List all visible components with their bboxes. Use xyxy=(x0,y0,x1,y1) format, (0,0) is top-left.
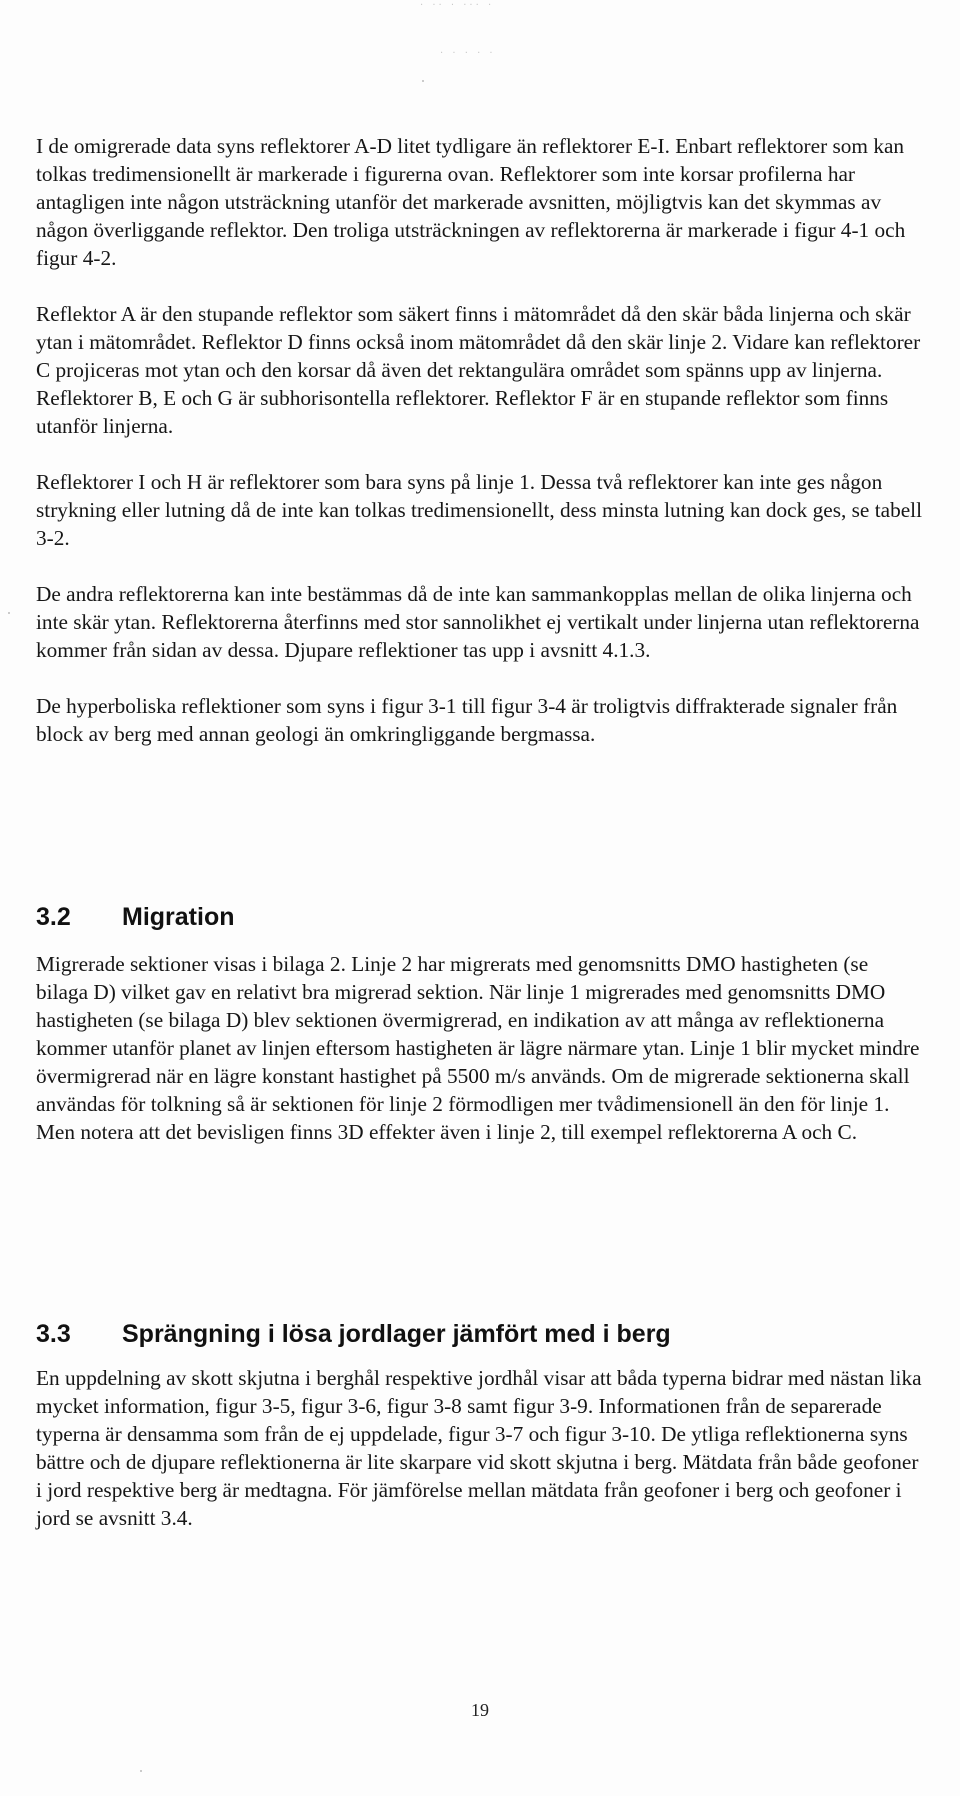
section-heading-migration xyxy=(36,903,235,932)
paragraph: En uppdelning av skott skjutna i berghål respektive jordhål visar att båda typerna bidrar med nästan lika mycket information, figur 3-5, figur 3-6, figur 3-8 samt figur 3-9. Informationen från de separerade typerna är densamma som från de ej uppdelade, figur 3-7 och figur 3-10. De ytliga reflektionerna syns bättre och de djupare reflektionerna är lite skarpare vid skott skjutna i berg. Mätdata från både geofoner i jord respektive berg är medtagna. För jämförelse mellan mätdata från geofoner i berg och geofoner i jord se avsnitt 3.4. xyxy=(36,1366,922,1530)
intro-text-block xyxy=(36,132,924,776)
scan-dot xyxy=(140,1770,142,1772)
scan-artifact-mid: · · · · · xyxy=(440,48,496,59)
blasting-text-block xyxy=(36,1364,924,1560)
scan-artifact-top: · ·· · ··· · xyxy=(420,0,495,11)
page-number: 19 xyxy=(471,1700,489,1720)
section-number: 3.3 xyxy=(36,1320,71,1348)
section-title: Migration xyxy=(122,903,235,931)
paragraph: De andra reflektorerna kan inte bestämmas då de inte kan sammankopplas mellan de olika linjerna och inte skär ytan. Reflektorerna återfinns med stor sannolikhet ej vertikalt under linjerna utan reflektorerna kommer från sidan av dessa. Djupare reflektioner tas upp i avsnitt 4.1.3. xyxy=(36,582,920,662)
paragraph: Reflektorer I och H är reflektorer som bara syns på linje 1. Dessa två reflektorer kan inte ges någon strykning eller lutning då de inte kan tolkas tredimensionellt, dess minsta lutning kan dock ges, se tabell 3-2. xyxy=(36,470,923,550)
scan-dot xyxy=(422,80,424,82)
paragraph: De hyperboliska reflektioner som syns i figur 3-1 till figur 3-4 är troligtvis diffrakterade signaler från block av berg med annan geologi än omkringliggande bergmassa. xyxy=(36,694,898,746)
scan-dot xyxy=(8,612,10,614)
section-heading-blasting xyxy=(36,1320,671,1349)
paragraph: I de omigrerade data syns reflektorer A-D litet tydligare än reflektorer E-I. Enbart reflektorer som kan tolkas tredimensionellt är markerade i figurerna ovan. Reflektorer som inte korsar profilerna har antagligen inte någon utsträckning utanför det markerade avsnitten, möjligtvis kan det skymmas av någon överliggande reflektor. Den troliga utsträckningen av reflektorerna är markerade i figur 4-1 och figur 4-2. xyxy=(36,134,906,270)
paragraph: Migrerade sektioner visas i bilaga 2. Linje 2 har migrerats med genomsnitts DMO hastigheten (se bilaga D) vilket gav en relativt bra migrerad sektion. När linje 1 migrerades med genomsnitts DMO hastigheten (se bilaga D) blev sektionen övermigrerad, en indikation av att många av reflektionerna kommer utanför planet av linjen eftersom hastigheten är lägre närmare ytan. Linje 1 blir mycket mindre övermigrerad när en lägre konstant hastighet på 5500 m/s används. Om de migrerade sektionerna skall användas för tolkning så är sektionen för linje 2 förmodligen mer tvådimensionell än den för linje 1. Men notera att det bevisligen finns 3D effekter även i linje 2, till exempel reflektorerna A och C. xyxy=(36,952,920,1144)
section-number: 3.2 xyxy=(36,903,71,931)
paragraph: Reflektor A är den stupande reflektor som säkert finns i mätområdet då den skär båda linjerna och skär ytan i mätområdet. Reflektor D finns också inom mätområdet då den skär linje 2. Vidare kan reflektorer C projiceras mot ytan och den korsar då även det rektangulära området som spänns upp av linjerna. Reflektorer B, E och G är subhorisontella reflektorer. Reflektor F är en stupande reflektor som finns utanför linjerna. xyxy=(36,302,921,438)
migration-text-block xyxy=(36,950,924,1174)
section-title: Sprängning i lösa jordlager jämfört med i berg xyxy=(122,1320,671,1348)
